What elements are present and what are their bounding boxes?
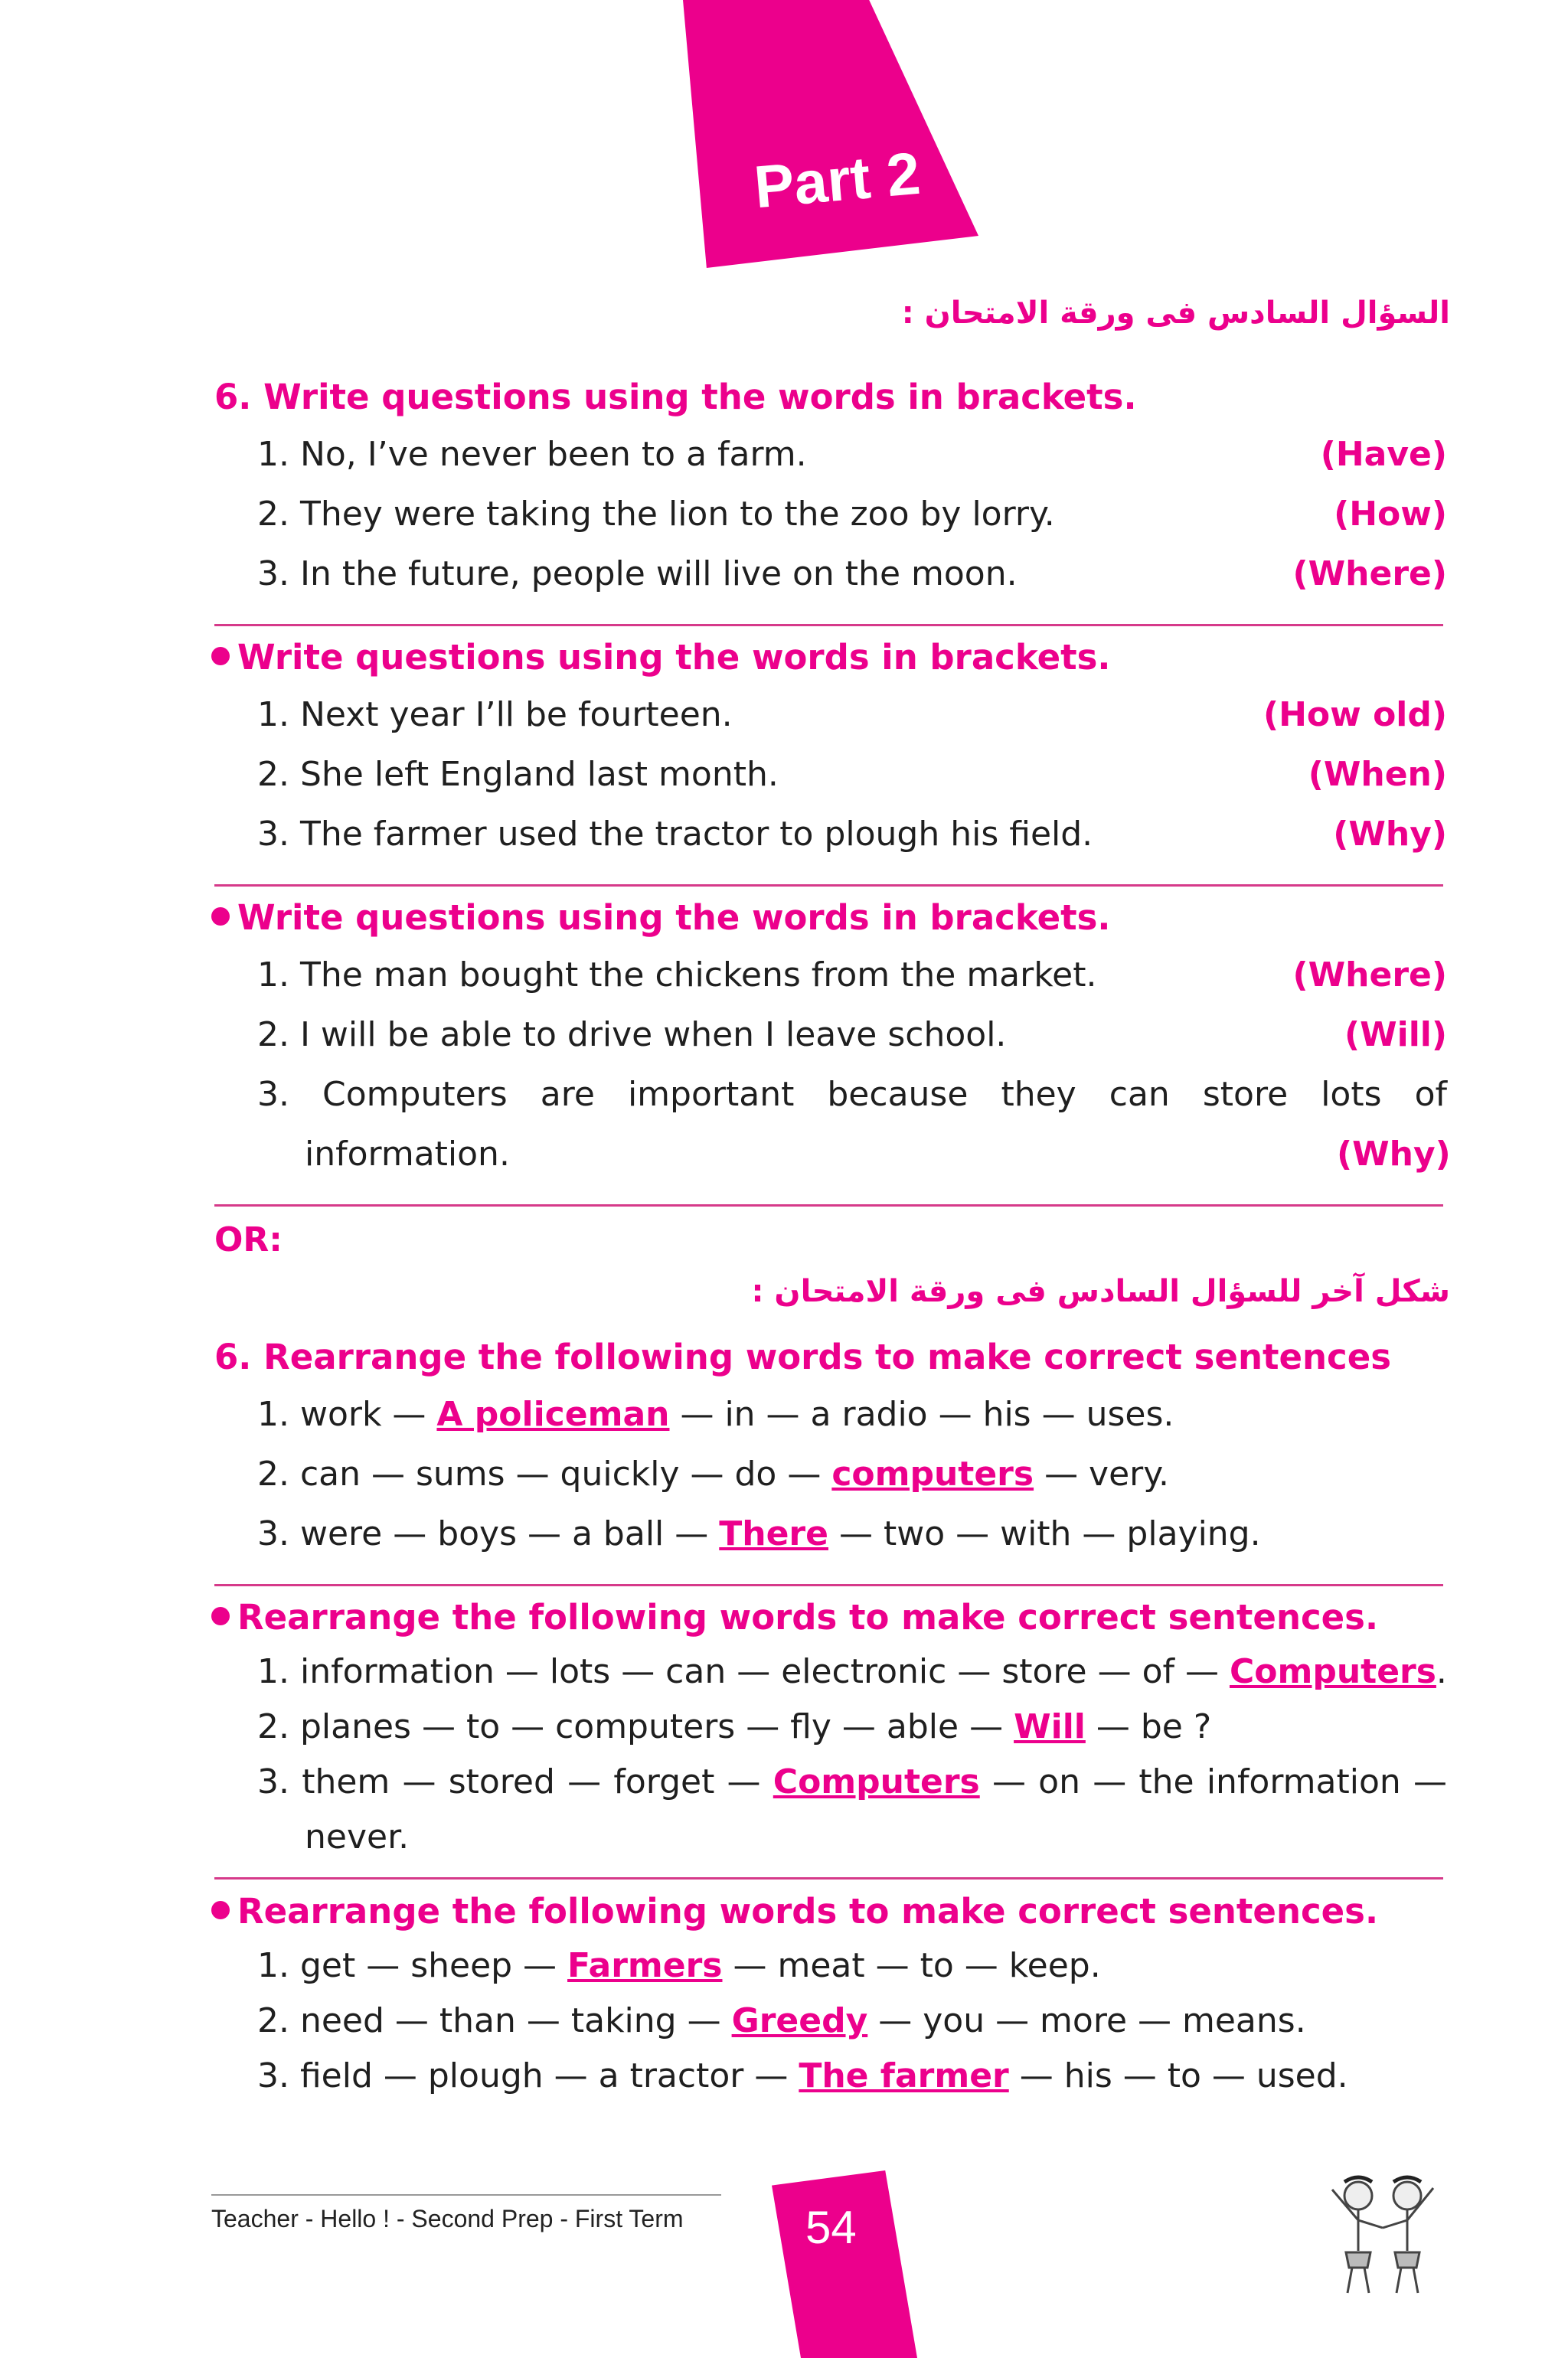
rearrange-row: 1. work — A policeman — in — a radio — his — uses. (257, 1395, 1174, 1434)
question-row: 2. I will be able to drive when I leave school. (Will) (257, 1015, 1447, 1054)
section-heading: Write questions using the words in brackets. (211, 897, 1111, 938)
rearrange-row-continuation: never. (305, 1817, 410, 1857)
divider (214, 1584, 1443, 1586)
section-heading: 6. Write questions using the words in brackets. (214, 377, 1137, 417)
divider (214, 1877, 1443, 1880)
bullet-icon (211, 1901, 230, 1919)
rearrange-row: 2. need — than — taking — Greedy — you — more — means. (257, 2001, 1306, 2040)
rearrange-row: 2. planes — to — computers — fly — able — Will — be ? (257, 1707, 1212, 1746)
rearrange-row: 3. were — boys — a ball — There — two — with — playing. (257, 1514, 1261, 1553)
section-heading: 6. Rearrange the following words to make correct sentences (214, 1337, 1392, 1377)
footer-text: Teacher - Hello ! - Second Prep - First Term (211, 2205, 684, 2232)
part-label: Part 2 (751, 139, 923, 221)
divider (214, 624, 1443, 626)
rearrange-row: 2. can — sums — quickly — do — computers — very. (257, 1455, 1170, 1494)
rearrange-row: 1. information — lots — can — electronic — store — of — Computers. (257, 1652, 1447, 1691)
rearrange-row: 1. get — sheep — Farmers — meat — to — keep. (257, 1946, 1101, 1985)
question-row-continuation: information. (Why) (305, 1135, 1451, 1174)
part-tab (683, 0, 978, 268)
rearrange-row: 3. field — plough — a tractor — The farmer — his — to — used. (257, 2056, 1348, 2095)
question-row: 2. She left England last month. (When) (257, 755, 1447, 794)
section-heading: Write questions using the words in brackets. (211, 637, 1111, 678)
section-heading: Rearrange the following words to make correct sentences. (211, 1891, 1378, 1932)
children-illustration-icon (1321, 2167, 1444, 2297)
question-row: 3. In the future, people will live on the moon. (Where) (257, 554, 1447, 593)
bullet-icon (211, 907, 230, 926)
section-heading: Rearrange the following words to make correct sentences. (211, 1597, 1378, 1638)
question-row: 3. Computers are important because they can store lots of (257, 1075, 1447, 1114)
question-row: 1. The man bought the chickens from the market. (Where) (257, 955, 1447, 994)
question-row: 2. They were taking the lion to the zoo by lorry. (How) (257, 495, 1447, 534)
rearrange-row: 3. them — stored — forget — Computers — on — the information — (257, 1762, 1447, 1801)
arabic-title-2: شكل آخر للسؤال السادس فى ورقة الامتحان : (751, 1274, 1450, 1309)
question-row: 1. No, I’ve never been to a farm. (Have) (257, 435, 1447, 474)
page-number-box (772, 2170, 917, 2358)
arabic-title-1: السؤال السادس فى ورقة الامتحان : (901, 296, 1450, 331)
page-number: 54 (805, 2202, 857, 2253)
question-row: 1. Next year I’ll be fourteen. (How old) (257, 695, 1447, 734)
footer-divider (211, 2194, 721, 2196)
or-label: OR: (214, 1220, 283, 1259)
bullet-icon (211, 1607, 230, 1625)
bullet-icon (211, 647, 230, 665)
divider (214, 1204, 1443, 1207)
question-row: 3. The farmer used the tractor to plough his field. (Why) (257, 815, 1447, 854)
divider (214, 884, 1443, 887)
